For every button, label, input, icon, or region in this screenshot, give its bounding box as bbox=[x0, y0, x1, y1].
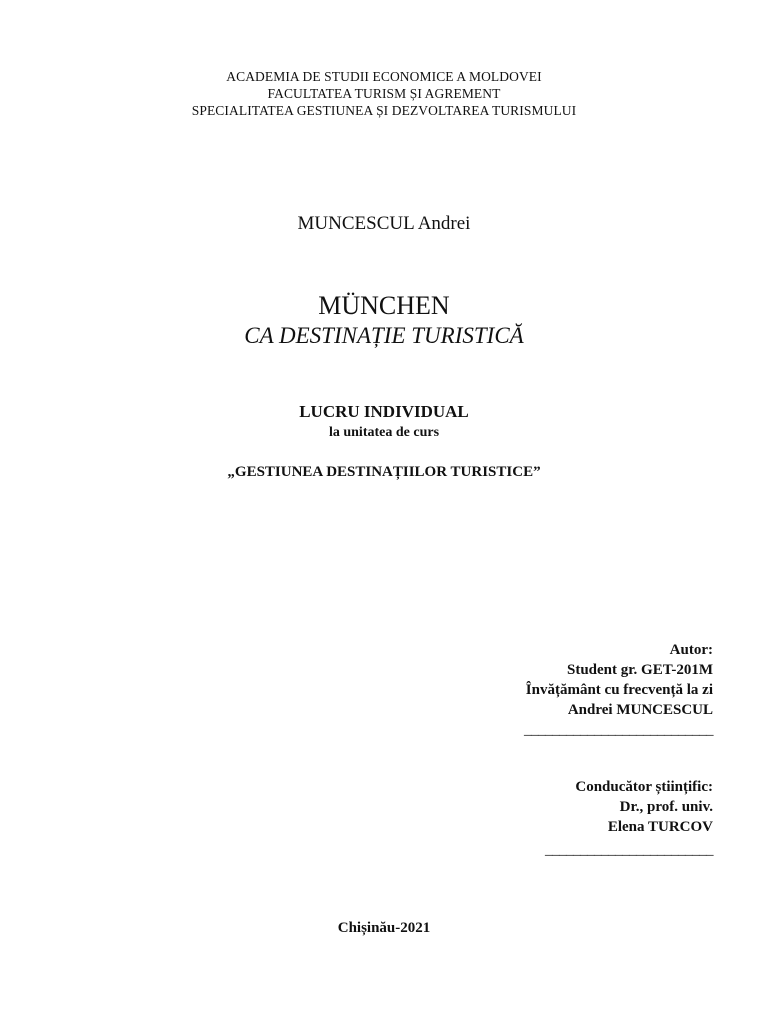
supervisor-title: Dr., prof. univ. bbox=[619, 799, 713, 815]
page-subtitle: CA DESTINAȚIE TURISTICĂ bbox=[244, 323, 524, 348]
author-label: Autor: bbox=[669, 642, 713, 658]
institution-academy: ACADEMIA DE STUDII ECONOMICE A MOLDOVEI bbox=[226, 69, 542, 84]
place-year: Chișinău-2021 bbox=[337, 920, 431, 936]
course-name: „GESTIUNEA DESTINAȚIILOR TURISTICE” bbox=[227, 464, 541, 480]
author-signature-line: ___________________________ bbox=[524, 722, 713, 738]
course-unit-label: la unitatea de curs bbox=[328, 425, 440, 440]
author-name-heading: MUNCESCUL Andrei bbox=[297, 213, 471, 234]
institution-faculty: FACULTATEA TURISM ȘI AGREMENT bbox=[267, 86, 501, 101]
author-group: Student gr. GET-201M bbox=[566, 662, 713, 678]
author-study-form: Învățământ cu frecvență la zi bbox=[525, 682, 713, 698]
institution-specialty: SPECIALITATEA GESTIUNEA ȘI DEZVOLTAREA TURISMULUI bbox=[191, 103, 577, 118]
author-full-name: Andrei MUNCESCUL bbox=[567, 702, 713, 718]
work-type: LUCRU INDIVIDUAL bbox=[299, 402, 469, 421]
supervisor-signature-line: ________________________ bbox=[545, 842, 713, 858]
page-title: MÜNCHEN bbox=[318, 291, 450, 320]
supervisor-name: Elena TURCOV bbox=[607, 819, 713, 835]
supervisor-label: Conducător științific: bbox=[575, 779, 713, 795]
